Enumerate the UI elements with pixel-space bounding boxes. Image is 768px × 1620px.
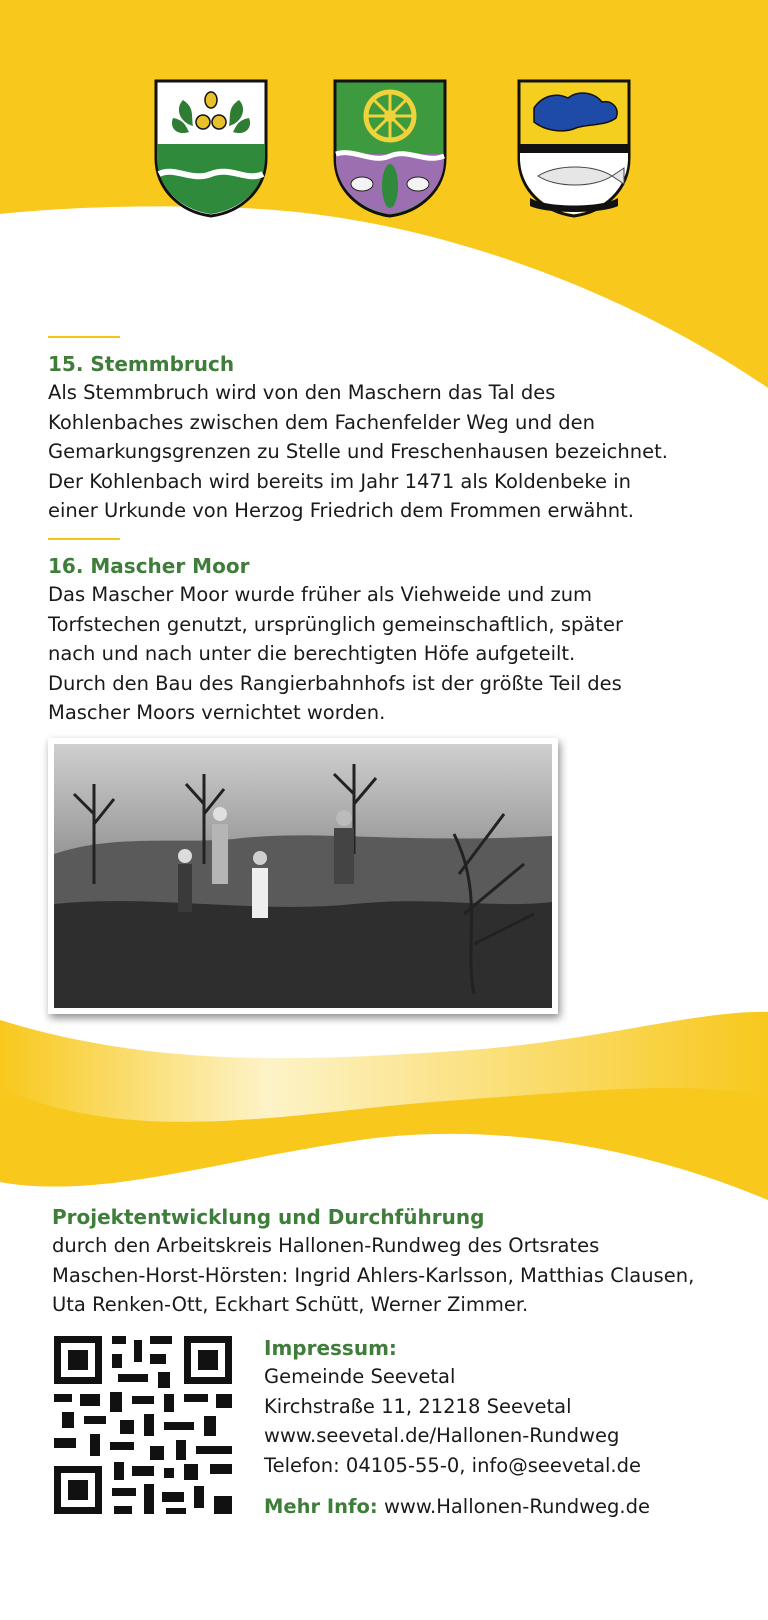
more-info-label: Mehr Info: <box>264 1495 378 1518</box>
project-credits <box>52 1203 752 1320</box>
credits-title: Projektentwicklung und Durchführung <box>52 1205 485 1229</box>
section-title: 16. Mascher Moor <box>48 554 250 578</box>
coats-of-arms <box>0 78 768 218</box>
historic-peat-cutting-photo <box>48 738 558 1014</box>
impressum-contact[interactable]: Telefon: 04105-55-0, info@seevetal.de <box>264 1453 642 1477</box>
section-mascher-moor <box>48 538 738 728</box>
lion-trout-crest <box>516 78 632 218</box>
impressum-block <box>264 1334 744 1521</box>
mill-wheel-sheep-crest <box>332 78 448 218</box>
section-title: 15. Stemmbruch <box>48 352 235 376</box>
section-divider <box>48 336 120 338</box>
middle-yellow-wave <box>0 1010 768 1205</box>
section-stemmbruch <box>48 336 738 526</box>
more-info <box>264 1492 744 1521</box>
impressum-website[interactable]: www.seevetal.de/Hallonen-Rundweg <box>264 1424 620 1447</box>
credits-text: durch den Arbeitskreis Hallonen-Rundweg des Ortsrates Maschen-Horst-Hörsten: Ingrid Ahlers-Karlsson, Matthias Clausen, Uta Renken-Ott, Eckhart Schütt, Werner Zimmer. <box>52 1234 695 1316</box>
impressum-title: Impressum: <box>264 1336 397 1360</box>
oak-leaves-acorn-crest <box>153 78 269 218</box>
impressum-line: Kirchstraße 11, 21218 Seevetal <box>264 1394 572 1418</box>
section-text: Das Mascher Moor wurde früher als Viehweide und zum Torfstechen genutzt, ursprünglich gemeinschaftlich, später nach und nach unter die berechtigten Höfe aufgeteilt. Durch den Bau des Rangierbahnhofs ist der größte Teil des Mascher Moors vernichtet worden. <box>48 583 623 724</box>
section-text: Als Stemmbruch wird von den Maschern das Tal des Kohlenbaches zwischen dem Fachenfelder Weg und den Gemarkungsgrenzen zu Stelle und Freschenhausen bezeichnet. Der Kohlenbach wird bereits im Jahr 1471 als Koldenbeke in einer Urkunde von Herzog Friedrich dem Frommen erwähnt. <box>48 381 668 522</box>
photo-image <box>54 744 552 1008</box>
more-info-link[interactable]: www.Hallonen-Rundweg.de <box>383 1495 650 1518</box>
impressum-line: Gemeinde Seevetal <box>264 1365 456 1388</box>
section-divider <box>48 538 120 540</box>
qr-code[interactable] <box>54 1336 232 1514</box>
